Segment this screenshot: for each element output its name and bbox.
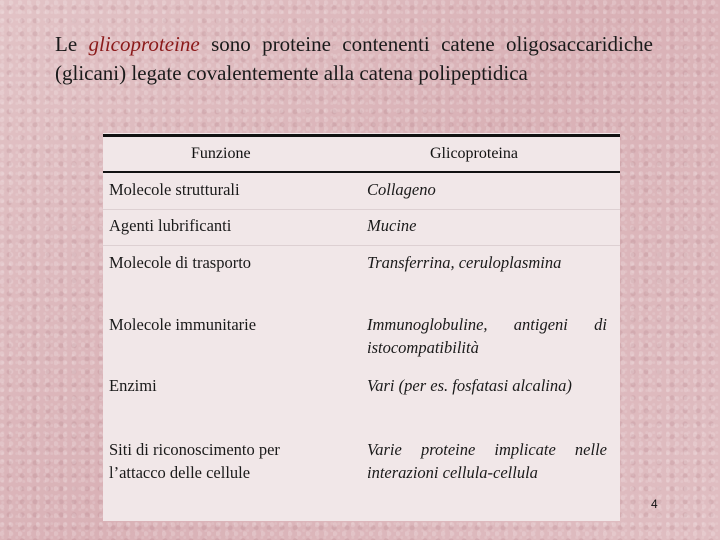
row-funzione: Molecole strutturali [109, 180, 240, 199]
row-funzione: Agenti lubrificanti [109, 216, 232, 235]
intro-paragraph [55, 30, 653, 88]
header-glicoproteina: Glicoproteina [430, 145, 518, 162]
row-funzione: Molecole immunitarie [109, 315, 257, 334]
row-glicoproteina: Transferrina, ceruloplasmina [367, 253, 562, 272]
header-funzione: Funzione [191, 145, 251, 162]
glycoprotein-table [103, 133, 620, 521]
row-glicoproteina: Varie proteine implicate nelle interazioni cellula-cellula [367, 440, 607, 482]
row-glicoproteina: Vari (per es. fosfatasi alcalina) [367, 376, 572, 395]
row-glicoproteina: Immunoglobuline, antigeni di istocompatibilità [367, 315, 607, 357]
intro-highlight: glicoproteine [88, 32, 200, 56]
row-funzione: Enzimi [109, 376, 157, 395]
page-number: 4 [651, 497, 658, 511]
row-separator [103, 209, 620, 210]
row-funzione: Siti di riconoscimento per l’attacco delle cellule [109, 440, 280, 482]
table-top-rule [103, 134, 620, 137]
intro-prefix: Le [55, 32, 89, 56]
row-glicoproteina: Collageno [367, 180, 436, 199]
table-header-rule [103, 171, 620, 173]
intro-rest: sono proteine contenenti catene oligosaccaridiche (glicani) legate covalentemente alla catena polipeptidica [55, 32, 653, 85]
row-funzione: Molecole di trasporto [109, 253, 252, 272]
row-glicoproteina: Mucine [367, 216, 417, 235]
row-separator [103, 245, 620, 246]
